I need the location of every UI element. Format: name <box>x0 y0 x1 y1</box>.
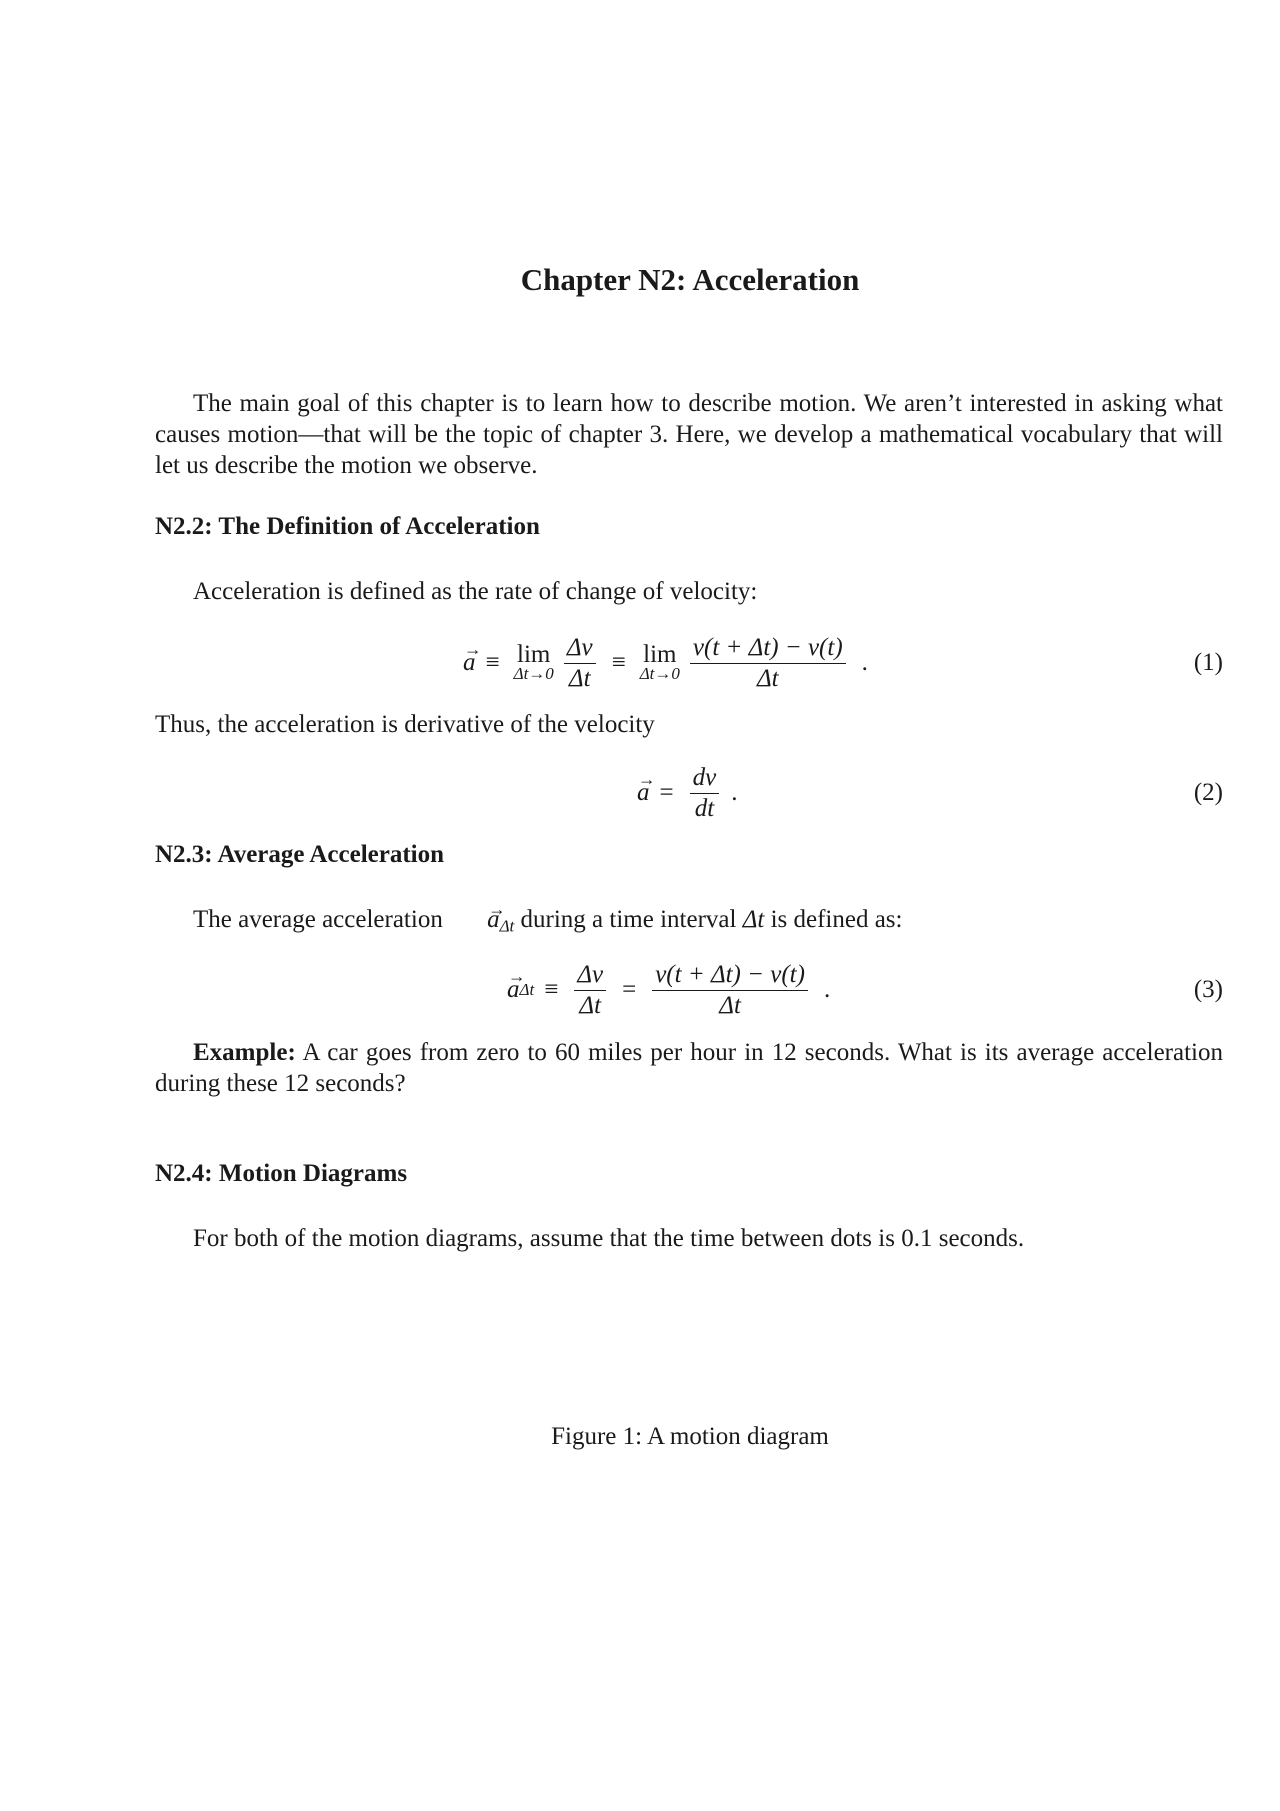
section-heading-n2-4: N2.4: Motion Diagrams <box>155 1160 408 1187</box>
eq1-lim-under: Δt→0 <box>513 664 554 683</box>
eq1-lhs: → a <box>463 649 476 677</box>
n2-3-text-after: is defined as: <box>764 906 903 933</box>
n2-3-delta-t: Δt <box>742 906 765 933</box>
eq1-frac1-den: Δt <box>568 664 591 692</box>
eq3-frac1-den: Δt <box>579 991 602 1019</box>
equation-2: → a = $\frac{dv}{dt}$ . (2) <box>155 758 1223 828</box>
eq2-number: (2) <box>1193 779 1223 806</box>
intro-paragraph: The main goal of this chapter is to learn how to describe motion. We aren’t interested in asking what causes motion—that will be the topic of chapter 3. Here, we develop a mathematical vocabulary that will let us describe the motion we observe. <box>155 390 1223 479</box>
eq1-equiv: ≡ <box>485 649 500 676</box>
section-n2-2-text: Acceleration is defined as the rate of change of velocity: <box>193 578 758 605</box>
eq1-lim-word-2: lim <box>643 641 677 668</box>
eq3-lhs-sub: Δt <box>519 980 535 999</box>
eq3-lhs: → a <box>507 976 520 1004</box>
eq2-lhs: → a <box>637 779 650 807</box>
example-text: A car goes from zero to 60 miles per hour in 12 seconds. What is its average acceleration during these 12 seconds? <box>155 1039 1223 1097</box>
eq1-limit-2 <box>639 641 680 683</box>
eq1-frac2-num: v(t + Δt) − v(t) <box>690 633 846 664</box>
section-n2-3-text <box>155 904 1223 941</box>
eq3-frac1-num: Δv <box>574 960 606 991</box>
eq1-number: (1) <box>1193 649 1223 676</box>
section-n2-4-text: For both of the motion diagrams, assume that the time between dots is 0.1 seconds. <box>193 1225 1025 1252</box>
chapter-title: Chapter N2: Acceleration <box>520 262 860 297</box>
equation-1: → a ≡ lim Δt→0 $\frac{\Delta v}{\Delta t}$ ≡ lim Δt→0 $\frac{v(t + \Delta t) - v(t)}{\Delta t}$ . (1) <box>155 628 1223 698</box>
example-paragraph <box>155 1037 1223 1099</box>
eq3-eq: = <box>622 976 637 1003</box>
example-label: Example: <box>193 1039 296 1066</box>
equation-3: → a Δt ≡ $\frac{\Delta v}{\Delta t}$ = $\frac{v(t + \Delta t) - v(t)}{\Delta t}$ . (3) <box>155 955 1223 1025</box>
eq3-number: (3) <box>1193 976 1223 1003</box>
eq1-limit-1 <box>513 641 554 683</box>
eq2-frac-num: dv <box>690 763 720 794</box>
eq1-lim-word: lim <box>517 641 551 668</box>
n2-3-avg-acc-symbol: → a <box>449 904 500 935</box>
eq3-frac2-den: Δt <box>719 991 741 1019</box>
eq3-fraction-2 <box>652 960 808 1021</box>
eq3-equiv: ≡ <box>544 976 559 1003</box>
n2-3-avg-acc-sub: Δt <box>499 916 515 936</box>
eq1-lim-under-2: Δt→0 <box>639 664 680 683</box>
eq2-eq: = <box>659 779 674 806</box>
eq3-frac2-num: v(t + Δt) − v(t) <box>652 960 808 991</box>
section-heading-n2-3: N2.3: Average Acceleration <box>155 841 445 868</box>
eq2-fraction <box>690 763 720 824</box>
eq3-fraction-1 <box>574 960 606 1021</box>
n2-3-text-before: The average acceleration <box>193 906 450 933</box>
eq1-equiv-2: ≡ <box>611 649 626 676</box>
eq1-fraction-1 <box>564 633 596 694</box>
section-n2-2-after-eq: Thus, the acceleration is derivative of the velocity <box>155 711 655 738</box>
eq1-frac1-num: Δv <box>564 633 596 664</box>
section-heading-n2-2: N2.2: The Definition of Acceleration <box>155 513 540 540</box>
eq1-fraction-2 <box>690 633 846 694</box>
figure-caption: Figure 1: A motion diagram <box>551 1423 829 1450</box>
n2-3-text-mid: during a time interval <box>514 906 743 933</box>
eq2-frac-den: dt <box>694 794 715 822</box>
eq1-frac2-den: Δt <box>756 664 779 692</box>
